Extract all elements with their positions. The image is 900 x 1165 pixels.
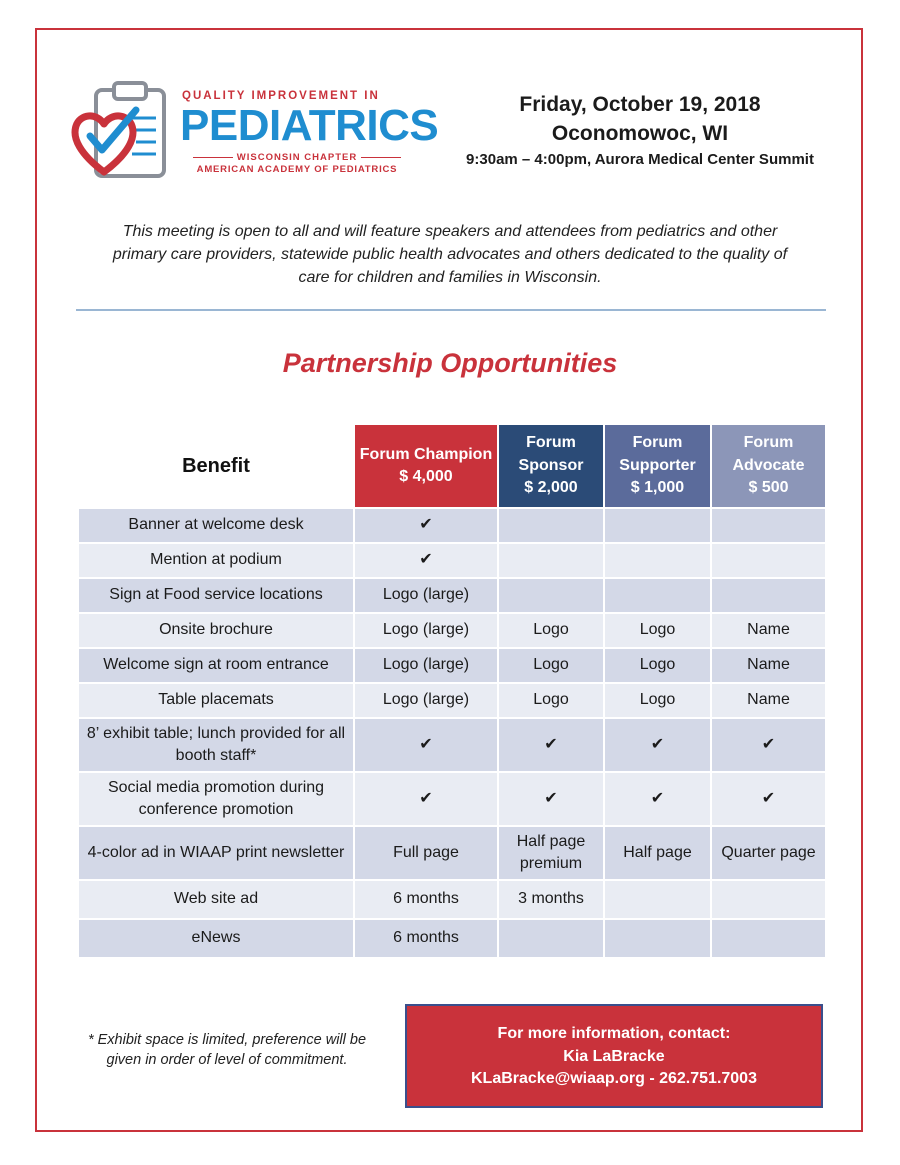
table-row bbox=[79, 920, 825, 957]
tier-price: $ 2,000 bbox=[524, 479, 578, 497]
tier-price: $ 4,000 bbox=[399, 468, 453, 485]
contact-details: KLaBracke@wiaap.org - 262.751.7003 bbox=[471, 1070, 757, 1087]
benefits-table bbox=[77, 423, 827, 959]
event-location: Oconomowoc, WI bbox=[551, 122, 729, 145]
footnote: * Exhibit space is limited, preference will be given in order of level of commitment. bbox=[87, 1032, 367, 1068]
advocate-cell bbox=[712, 509, 825, 542]
champion-cell: ✔ bbox=[355, 544, 497, 577]
sponsor-cell bbox=[499, 544, 603, 577]
champion-cell: Logo (large) bbox=[355, 614, 497, 647]
divider bbox=[76, 309, 826, 311]
supporter-cell: ✔ bbox=[605, 773, 710, 825]
table-row bbox=[79, 544, 825, 577]
advocate-cell: ✔ bbox=[712, 773, 825, 825]
sponsor-cell bbox=[499, 920, 603, 957]
event-date: Friday, October 19, 2018 bbox=[519, 93, 761, 116]
supporter-cell bbox=[605, 881, 710, 918]
benefit-cell: Web site ad bbox=[79, 881, 353, 918]
supporter-cell: Logo bbox=[605, 684, 710, 717]
tier-header-champion bbox=[355, 425, 497, 507]
table-row bbox=[79, 827, 825, 879]
sponsor-cell: Logo bbox=[499, 614, 603, 647]
table-row bbox=[79, 614, 825, 647]
supporter-cell bbox=[605, 920, 710, 957]
benefit-cell: eNews bbox=[79, 920, 353, 957]
benefit-cell: Onsite brochure bbox=[79, 614, 353, 647]
clipboard-heart-icon bbox=[70, 80, 178, 180]
table-header-row bbox=[79, 425, 825, 507]
benefit-cell: 8’ exhibit table; lunch provided for all booth staff* bbox=[79, 719, 353, 771]
sponsor-cell: Logo bbox=[499, 649, 603, 682]
tier-name: Forum Advocate bbox=[732, 434, 805, 474]
table-row bbox=[79, 881, 825, 918]
supporter-cell: Half page bbox=[605, 827, 710, 879]
logo-tagline: QUALITY IMPROVEMENT IN bbox=[182, 90, 380, 102]
table-row bbox=[79, 579, 825, 612]
tier-name: Forum Sponsor bbox=[518, 434, 584, 474]
champion-cell: Logo (large) bbox=[355, 684, 497, 717]
event-time: 9:30am – 4:00pm, Aurora Medical Center Summit bbox=[466, 151, 814, 168]
benefit-cell: Table placemats bbox=[79, 684, 353, 717]
sponsor-cell: ✔ bbox=[499, 719, 603, 771]
sponsor-cell: 3 months bbox=[499, 881, 603, 918]
contact-heading: For more information, contact: bbox=[497, 1025, 731, 1042]
advocate-cell: ✔ bbox=[712, 719, 825, 771]
tier-price: $ 1,000 bbox=[630, 479, 685, 497]
advocate-cell: Quarter page bbox=[712, 827, 825, 879]
champion-cell: ✔ bbox=[355, 509, 497, 542]
logo-wordmark: PEDIATRICS bbox=[180, 101, 439, 150]
champion-cell: ✔ bbox=[355, 719, 497, 771]
benefit-cell: Mention at podium bbox=[79, 544, 353, 577]
benefit-cell: Banner at welcome desk bbox=[79, 509, 353, 542]
benefit-cell: 4-color ad in WIAAP print newsletter bbox=[79, 827, 353, 879]
supporter-cell: Logo bbox=[605, 614, 710, 647]
event-info bbox=[430, 90, 850, 172]
tier-header-advocate bbox=[712, 425, 825, 507]
advocate-cell bbox=[712, 920, 825, 957]
advocate-cell: Name bbox=[712, 649, 825, 682]
supporter-cell bbox=[605, 509, 710, 542]
contact-box bbox=[407, 1006, 821, 1106]
benefit-cell: Welcome sign at room entrance bbox=[79, 649, 353, 682]
sponsor-cell: ✔ bbox=[499, 773, 603, 825]
sponsor-cell: Logo bbox=[499, 684, 603, 717]
logo bbox=[70, 80, 439, 180]
tier-header-supporter bbox=[605, 425, 710, 507]
tier-name: Forum Champion bbox=[359, 445, 493, 463]
advocate-cell bbox=[712, 579, 825, 612]
advocate-cell: Name bbox=[712, 614, 825, 647]
sponsor-cell bbox=[499, 509, 603, 542]
advocate-cell bbox=[712, 881, 825, 918]
supporter-cell: Logo bbox=[605, 649, 710, 682]
tier-name: Forum Supporter bbox=[619, 434, 696, 474]
champion-cell: 6 months bbox=[355, 881, 497, 918]
contact-name: Kia LaBracke bbox=[563, 1047, 665, 1065]
benefit-cell: Social media promotion during conference promotion bbox=[79, 773, 353, 825]
champion-cell: Logo (large) bbox=[355, 579, 497, 612]
table-row bbox=[79, 719, 825, 771]
benefit-cell: Sign at Food service locations bbox=[79, 579, 353, 612]
logo-chapter-text: WISCONSIN CHAPTER bbox=[236, 152, 358, 163]
logo-chapter bbox=[180, 152, 414, 163]
tier-price: $ 500 bbox=[748, 479, 789, 497]
logo-academy: AMERICAN ACADEMY OF PEDIATRICS bbox=[196, 164, 398, 175]
sponsor-cell bbox=[499, 579, 603, 612]
table-row bbox=[79, 684, 825, 717]
benefit-column-header: Benefit bbox=[79, 425, 353, 507]
champion-cell: Full page bbox=[355, 827, 497, 879]
table-row bbox=[79, 649, 825, 682]
champion-cell: ✔ bbox=[355, 773, 497, 825]
intro-paragraph: This meeting is open to all and will feature speakers and attendees from pediatrics and other primary care providers, statewide public health advocates and others dedicated to the quality of care for children and families in Wisconsin. bbox=[112, 223, 788, 286]
supporter-cell: ✔ bbox=[605, 719, 710, 771]
advocate-cell bbox=[712, 544, 825, 577]
supporter-cell bbox=[605, 544, 710, 577]
supporter-cell bbox=[605, 579, 710, 612]
champion-cell: Logo (large) bbox=[355, 649, 497, 682]
advocate-cell: Name bbox=[712, 684, 825, 717]
table-row bbox=[79, 509, 825, 542]
champion-cell: 6 months bbox=[355, 920, 497, 957]
table-row bbox=[79, 773, 825, 825]
sponsor-cell: Half page premium bbox=[499, 827, 603, 879]
tier-header-sponsor bbox=[499, 425, 603, 507]
section-title: Partnership Opportunities bbox=[282, 348, 618, 378]
